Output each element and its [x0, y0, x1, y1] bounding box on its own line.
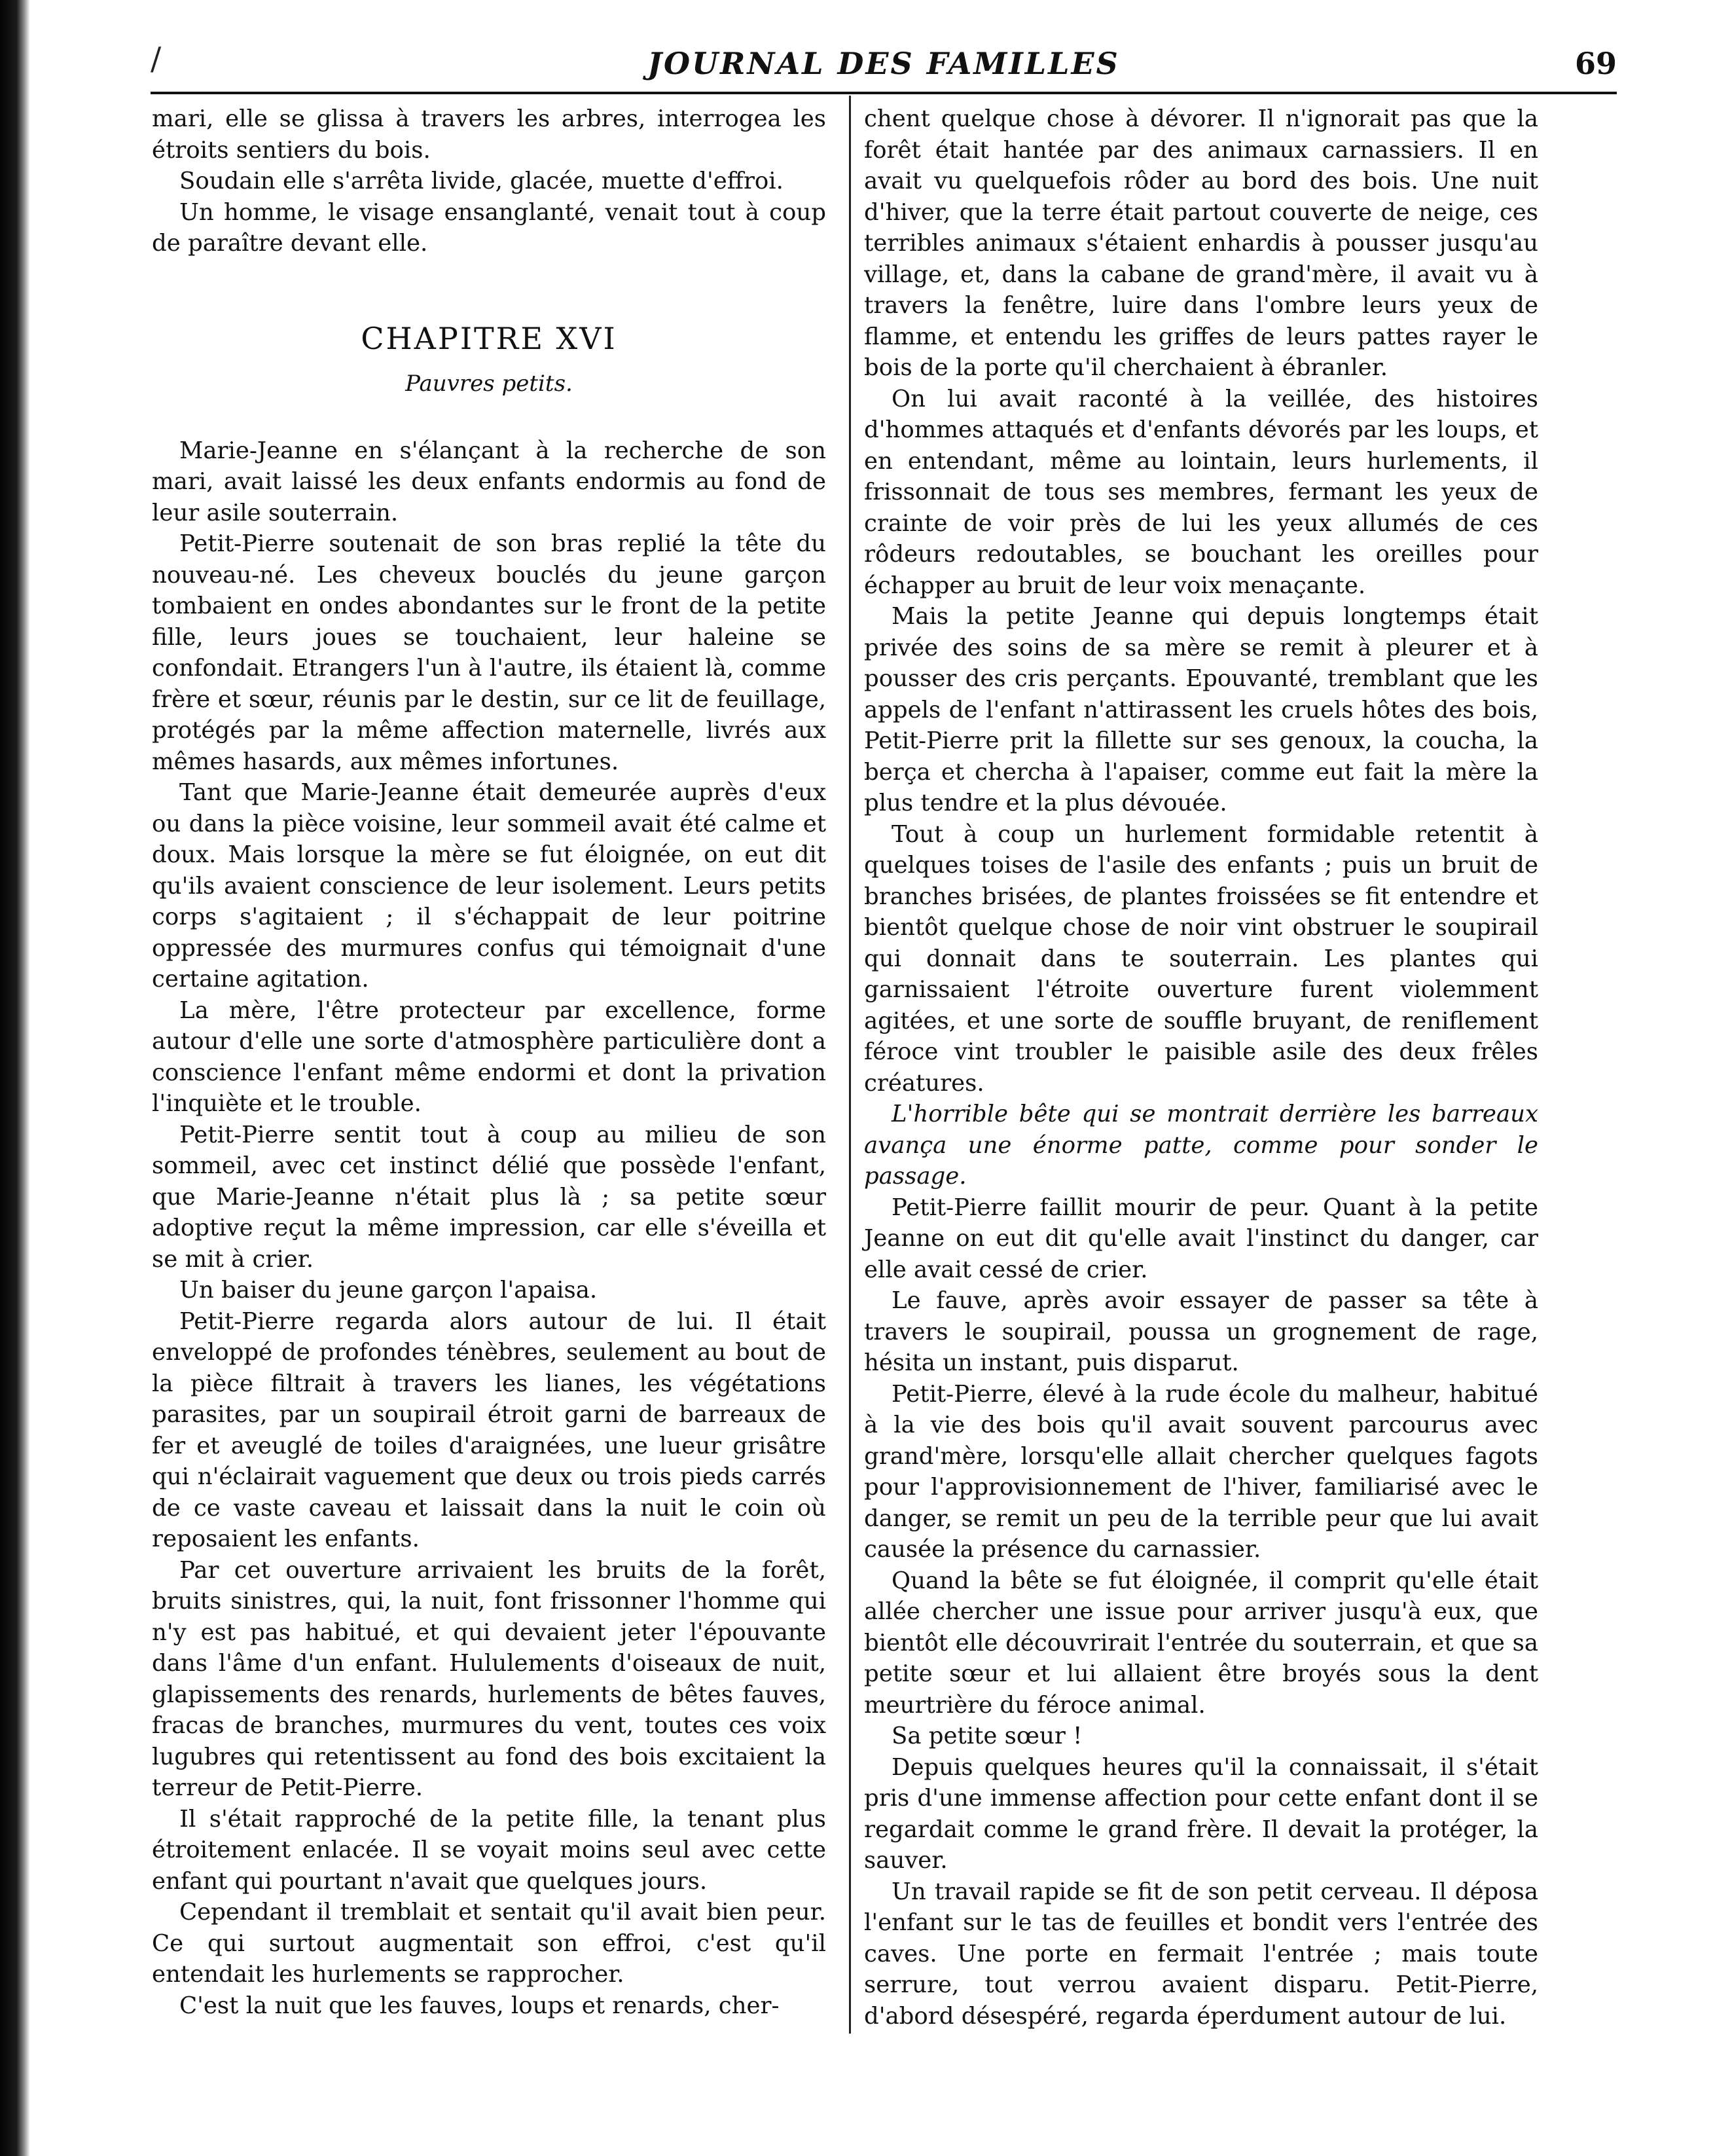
paragraph: Depuis quelques heures qu'il la connaissait, il s'était pris d'une immense affection pour cette enfant dont il se regardait comme le grand frère. Il devait la protéger, la sauver. [864, 1753, 1538, 1874]
paragraph: Quand la bête se fut éloignée, il comprit qu'elle était allée chercher une issue pour arriver jusqu'à eux, que bientôt elle découvrirait l'entrée du souterrain, et que sa petite sœur et lui allaient être broyés sous la dent meurtrière du féroce animal. [864, 1567, 1538, 1719]
paragraph: Mais la petite Jeanne qui depuis longtemps était privée des soins de sa mère se remit à pleurer et à pousser des cris perçants. Epouvanté, tremblant que les appels de l'enfant n'attirassent les cruels hôtes des bois, Petit-Pierre prit la fillette sur ses genoux, la coucha, la berça et chercha à l'apaiser, comme eut fait la mère la plus tendre et la plus dévouée. [864, 603, 1538, 816]
header-rule [151, 92, 1617, 94]
column-divider [849, 96, 851, 2034]
book-binding-edge [0, 0, 30, 2156]
paragraph: C'est la nuit que les fauves, loups et renards, cher- [179, 1992, 780, 2019]
paragraph: Un travail rapide se fit de son petit cerveau. Il déposa l'enfant sur le tas de feuilles et bondit vers l'entrée des caves. Une porte en fermait l'entrée ; mais toute serrure, tout verrou avaient disparu. Petit-Pierre, d'abord désespéré, regarda éperdument autour de lui. [864, 1878, 1538, 2030]
paragraph: Petit-Pierre regarda alors autour de lui. Il était enveloppé de profondes ténèbres, seulement au bout de la pièce filtrait à travers les lianes, les végétations parasites, par un soupirail étroit garni de barreaux de fer et aveuglé de toiles d'araignées, une lueur grisâtre qui n'éclairait vaguement que deux ou trois pieds carrés de ce vaste caveau et laissait dans la nuit le coin où reposaient les enfants. [152, 1307, 826, 1552]
paragraph: L'horrible bête qui se montrait derrière les barreaux avança une énorme patte, comme pour sonder le passage. [864, 1101, 1538, 1190]
page-number: 69 [1574, 46, 1617, 81]
paragraph: chent quelque chose à dévorer. Il n'ignorait pas que la forêt était hantée par des animaux carnassiers. Il en avait vu quelquefois rôder au bord des bois. Une nuit d'hiver, que la terre était partout couverte de neige, ces terribles animaux s'étaient enhardis à pousser jusqu'au village, et, dans la cabane de grand'mère, il avait vu à travers la fenêtre, luire dans l'ombre leurs yeux de flamme, et entendu les griffes de leurs pattes rayer le bois de la porte qu'il cherchaient à ébranler. [864, 105, 1538, 381]
paragraph: Petit-Pierre soutenait de son bras replié la tête du nouveau-né. Les cheveux bouclés du jeune garçon tombaient en ondes abondantes sur le front de la petite fille, leurs joues se touchaient, leur haleine se confondait. Etrangers l'un à l'autre, ils étaient là, comme frère et sœur, réunis par le destin, sur ce lit de feuillage, protégés par la même affection maternelle, livrés aux mêmes hasards, aux mêmes infortunes. [152, 530, 826, 775]
paragraph: Le fauve, après avoir essayer de passer sa tête à travers le soupirail, poussa un grognement de rage, hésita un instant, puis disparut. [864, 1287, 1538, 1376]
paragraph: Petit-Pierre faillit mourir de peur. Quant à la petite Jeanne on eut dit qu'elle avait l'instinct du danger, car elle avait cessé de crier. [864, 1194, 1538, 1283]
chapter-subtitle: Pauvres petits. [405, 371, 573, 397]
chapter-title: CHAPITRE XVI [361, 320, 617, 356]
margin-mark: / [151, 41, 162, 77]
page-header [151, 41, 1617, 86]
paragraph: Un baiser du jeune garçon l'apaisa. [179, 1277, 598, 1304]
paragraph: Marie-Jeanne en s'élançant à la recherche de son mari, avait laissé les deux enfants endormis au fond de leur asile souterrain. [152, 437, 826, 526]
paragraph: Il s'était rapproché de la petite fille, la tenant plus étroitement enlacée. Il se voyait moins seul avec cette enfant qui pourtant n'avait que quelques jours. [152, 1805, 826, 1895]
paragraph: Un homme, le visage ensanglanté, venait tout à coup de paraître devant elle. [152, 198, 826, 257]
left-column [152, 103, 826, 2021]
paragraph: Cependant il tremblait et sentait qu'il avait bien peur. Ce qui surtout augmentait son effroi, c'est qu'il entendait les hurlements se rapprocher. [152, 1899, 826, 1988]
paragraph: mari, elle se glissa à travers les arbres, interrogea les étroits sentiers du bois. [152, 105, 826, 164]
right-column [864, 103, 1538, 2032]
paragraph: Tant que Marie-Jeanne était demeurée auprès d'eux ou dans la pièce voisine, leur sommeil avait été calme et doux. Mais lorsque la mère se fut éloignée, on eut dit qu'ils avaient conscience de leur isolement. Leurs petits corps s'agitaient ; il s'échappait de leur poitrine oppressée des murmures confus qui témoignait d'une certaine agitation. [152, 779, 826, 993]
paragraph: Petit-Pierre, élevé à la rude école du malheur, habitué à la vie des bois qu'il avait souvent parcourus avec grand'mère, lorsqu'elle allait chercher quelques fagots pour l'approvisionnement de l'hiver, familiarisé avec le danger, se remit un peu de la terrible peur que lui avait causée la présence du carnassier. [864, 1380, 1538, 1563]
paragraph: Tout à coup un hurlement formidable retentit à quelques toises de l'asile des enfants ; puis un bruit de branches brisées, de plantes froissées se fit entendre et bientôt quelque chose de noir vint obstruer le soupirail qui donnait dans te souterrain. Les plantes qui garnissaient l'étroite ouverture furent violemment agitées, et une sorte de souffle bruyant, de reniflement féroce vint troubler le paisible asile des deux frêles créatures. [864, 820, 1538, 1097]
paragraph: Par cet ouverture arrivaient les bruits de la forêt, bruits sinistres, qui, la nuit, font frissonner l'homme qui n'y est pas habitué, et qui devaient jeter l'épouvante dans l'âme d'un enfant. Hululements d'oiseaux de nuit, glapissements des renards, hurlements de bêtes fauves, fracas de branches, murmures du vent, toutes ces voix lugubres qui retentissent au fond des bois excitaient la terreur de Petit-Pierre. [152, 1556, 826, 1801]
paragraph: La mère, l'être protecteur par excellence, forme autour d'elle une sorte d'atmosphère particulière dont a conscience l'enfant même endormi et dont la privation l'inquiète et le trouble. [152, 996, 826, 1117]
paragraph: On lui avait raconté à la veillée, des histoires d'hommes attaqués et d'enfants dévorés par les loups, et en entendant, même au lointain, leurs hurlements, il frissonnait de tous ses membres, fermant les yeux de crainte de voir près de lui les yeux allumés de ces rôdeurs redoutables, se bouchant les oreilles pour échapper au bruit de leur voix menaçante. [864, 385, 1538, 599]
journal-title: JOURNAL DES FAMILLES [647, 46, 1120, 81]
paragraph: Petit-Pierre sentit tout à coup au milieu de son sommeil, avec cet instinct délié que possède l'enfant, que Marie-Jeanne n'était plus là ; sa petite sœur adoptive reçut la même impression, car elle s'éveilla et se mit à crier. [152, 1121, 826, 1273]
paragraph: Sa petite sœur ! [892, 1723, 1083, 1749]
paragraph: Soudain elle s'arrêta livide, glacée, muette d'effroi. [179, 168, 784, 194]
